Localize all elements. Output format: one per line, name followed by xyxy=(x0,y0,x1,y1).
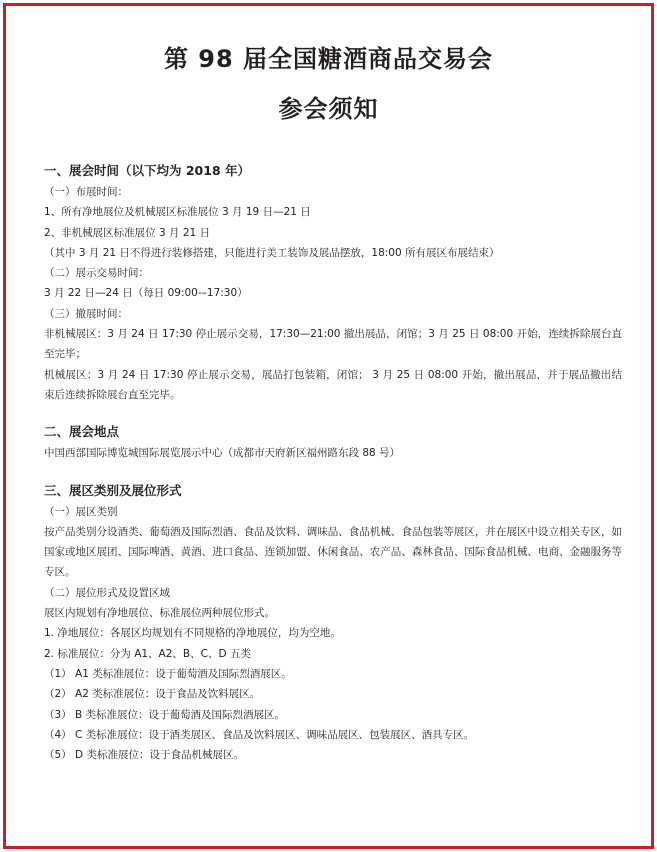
setup-time-label: （一）布展时间： xyxy=(44,186,128,198)
page-subtitle: 参会须知 xyxy=(278,95,379,123)
raw-space-booth: 1. 净地展位：各展区均规划有不同规格的净地展位，均为空地。 xyxy=(44,627,341,640)
teardown-non-machinery: 非机械展区：3 月 24 日 17:30 停止展示交易，17:30—21:00 撤出展品，闭馆；3 月 25 日 08:00 开始，连续拆除展台直至完毕； xyxy=(44,328,622,361)
teardown-machinery: 机械展区：3 月 24 日 17:30 停止展示交易，展品打包装箱，闭馆； 3 月 25 日 08:00 开始，撤出展品，并于展品撤出结束后连续拆除展台直至完毕。 xyxy=(44,368,622,401)
zone-category-label: （一）展区类别 xyxy=(44,505,118,518)
booth-type-d: （5） D 类标准展位：设于食品机械展区。 xyxy=(44,749,244,762)
page-title: 第 98 届全国糖酒商品交易会 xyxy=(163,45,494,73)
setup-time-item-1: 1、所有净地展位及机械展区标准展位 3 月 19 日—21 日 xyxy=(44,206,311,219)
section-heading-venue: 二、展会地点 xyxy=(44,424,120,440)
booth-type-a2: （2） A2 类标准展位：设于食品及饮料展区。 xyxy=(44,688,261,701)
exhibition-time-value: 3 月 22 日—24 日（每日 09:00-–17:30） xyxy=(44,287,248,300)
booth-type-a1: （1） A1 类标准展位：设于葡萄酒及国际烈酒展区。 xyxy=(44,667,292,680)
exhibition-time-label: （二）展示交易时间： xyxy=(44,267,149,280)
notice-body xyxy=(44,160,622,765)
booth-form-label: （二）展位形式及设置区域 xyxy=(44,586,170,599)
standard-booth: 2. 标准展位：分为 A1、A2、B、C、D 五类 xyxy=(44,647,251,660)
section-heading-time: 一、展会时间（以下均为 2018 年） xyxy=(44,163,250,178)
booth-type-c: （4） C 类标准展位：设于酒类展区、食品及饮料展区、调味品展区、包装展区、酒具专区。 xyxy=(44,728,475,741)
venue-address: 中国西部国际博览城国际展览展示中心（成都市天府新区福州路东段 88 号） xyxy=(44,447,401,460)
teardown-time-label: （三）撤展时间： xyxy=(44,307,128,320)
booth-form-intro: 展区内规划有净地展位、标准展位两种展位形式。 xyxy=(44,607,275,620)
booth-type-b: （3） B 类标准展位：设于葡萄酒及国际烈酒展区。 xyxy=(44,708,286,721)
section-heading-zones: 三、展区类别及展位形式 xyxy=(44,482,182,498)
setup-time-item-2: 2、非机械展区标准展位 3 月 21 日 xyxy=(44,226,211,239)
zone-category-text: 按产品类别分设酒类、葡萄酒及国际烈酒、食品及饮料、调味品、食品机械、食品包装等展区，并在展区中设立相关专区，如国家或地区展团、国际啤酒、黄酒、进口食品、连锁加盟、休闲食品、农产品、森林食品、国际食品机械、电商、金融服务等专区。 xyxy=(44,525,622,579)
setup-time-note: （其中 3 月 21 日不得进行装修搭建，只能进行美工装饰及展品摆放，18:00 所有展区布展结束） xyxy=(44,246,500,259)
